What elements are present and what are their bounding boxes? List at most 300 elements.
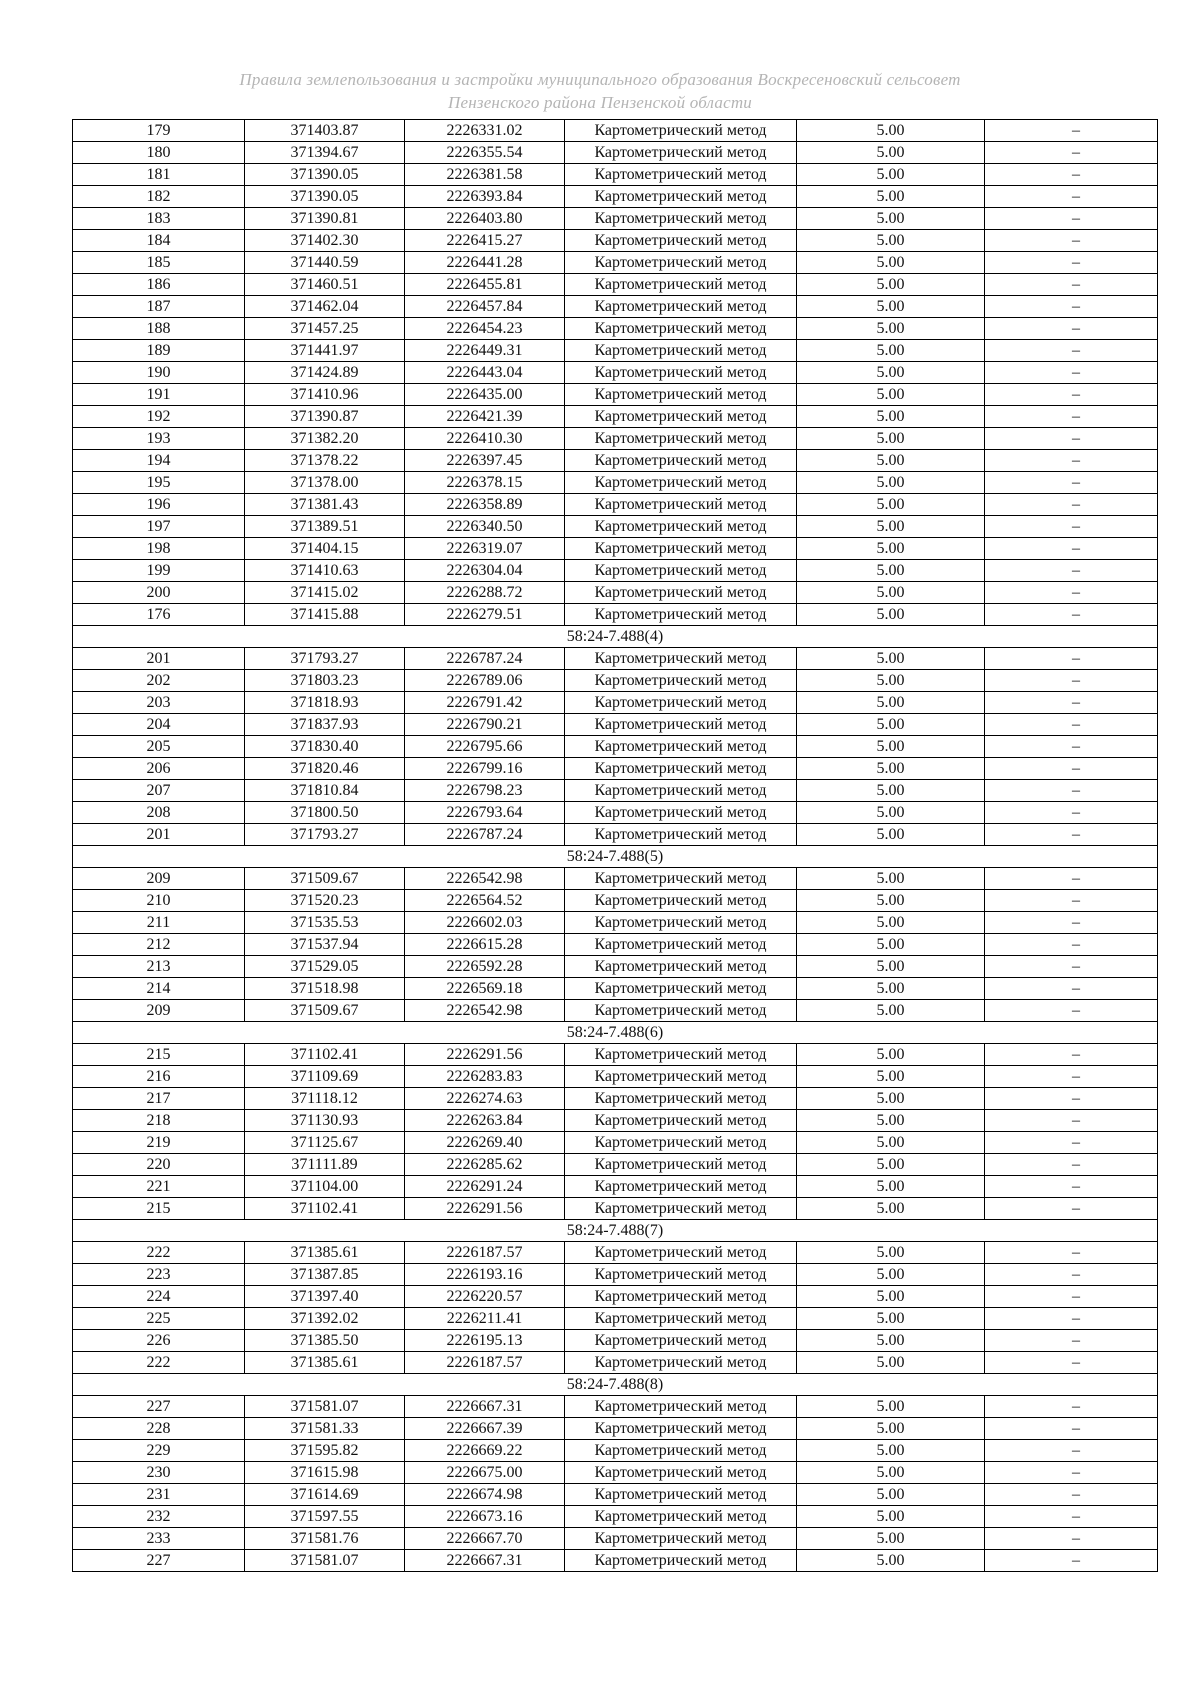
accuracy-cell: 5.00 [797, 186, 985, 208]
x-coordinate-cell: 371385.61 [245, 1352, 405, 1374]
x-coordinate-cell: 371111.89 [245, 1154, 405, 1176]
note-cell: – [985, 582, 1158, 604]
x-coordinate-cell: 371462.04 [245, 296, 405, 318]
point-number-cell: 205 [73, 736, 245, 758]
method-cell: Картометрический метод [565, 450, 797, 472]
table-row [73, 1110, 1158, 1132]
note-cell: – [985, 538, 1158, 560]
y-coordinate-cell: 2226793.64 [405, 802, 565, 824]
accuracy-cell: 5.00 [797, 1154, 985, 1176]
note-cell: – [985, 890, 1158, 912]
method-cell: Картометрический метод [565, 560, 797, 582]
table-row [73, 1440, 1158, 1462]
point-number-cell: 183 [73, 208, 245, 230]
x-coordinate-cell: 371378.00 [245, 472, 405, 494]
table-row [73, 868, 1158, 890]
table-row [73, 890, 1158, 912]
note-cell: – [985, 956, 1158, 978]
note-cell: – [985, 780, 1158, 802]
point-number-cell: 204 [73, 714, 245, 736]
y-coordinate-cell: 2226195.13 [405, 1330, 565, 1352]
method-cell: Картометрический метод [565, 956, 797, 978]
accuracy-cell: 5.00 [797, 384, 985, 406]
y-coordinate-cell: 2226421.39 [405, 406, 565, 428]
note-cell: – [985, 208, 1158, 230]
coordinates-table-body [73, 120, 1158, 1572]
x-coordinate-cell: 371390.05 [245, 186, 405, 208]
point-number-cell: 216 [73, 1066, 245, 1088]
note-cell: – [985, 252, 1158, 274]
x-coordinate-cell: 371597.55 [245, 1506, 405, 1528]
x-coordinate-cell: 371535.53 [245, 912, 405, 934]
point-number-cell: 214 [73, 978, 245, 1000]
point-number-cell: 184 [73, 230, 245, 252]
note-cell: – [985, 1550, 1158, 1572]
table-row [73, 1308, 1158, 1330]
table-row [73, 1066, 1158, 1088]
page-header [0, 68, 1200, 114]
accuracy-cell: 5.00 [797, 758, 985, 780]
section-row [73, 1022, 1158, 1044]
accuracy-cell: 5.00 [797, 1110, 985, 1132]
point-number-cell: 221 [73, 1176, 245, 1198]
header-line-2: Пензенского района Пензенской области [448, 93, 752, 112]
method-cell: Картометрический метод [565, 318, 797, 340]
point-number-cell: 191 [73, 384, 245, 406]
point-number-cell: 192 [73, 406, 245, 428]
point-number-cell: 209 [73, 868, 245, 890]
y-coordinate-cell: 2226435.00 [405, 384, 565, 406]
y-coordinate-cell: 2226441.28 [405, 252, 565, 274]
y-coordinate-cell: 2226319.07 [405, 538, 565, 560]
x-coordinate-cell: 371378.22 [245, 450, 405, 472]
note-cell: – [985, 450, 1158, 472]
method-cell: Картометрический метод [565, 472, 797, 494]
x-coordinate-cell: 371581.76 [245, 1528, 405, 1550]
note-cell: – [985, 1396, 1158, 1418]
accuracy-cell: 5.00 [797, 142, 985, 164]
y-coordinate-cell: 2226358.89 [405, 494, 565, 516]
method-cell: Картометрический метод [565, 1308, 797, 1330]
accuracy-cell: 5.00 [797, 714, 985, 736]
y-coordinate-cell: 2226381.58 [405, 164, 565, 186]
accuracy-cell: 5.00 [797, 450, 985, 472]
method-cell: Картометрический метод [565, 1550, 797, 1572]
table-row [73, 340, 1158, 362]
x-coordinate-cell: 371381.43 [245, 494, 405, 516]
accuracy-cell: 5.00 [797, 1308, 985, 1330]
x-coordinate-cell: 371837.93 [245, 714, 405, 736]
accuracy-cell: 5.00 [797, 318, 985, 340]
point-number-cell: 202 [73, 670, 245, 692]
method-cell: Картометрический метод [565, 824, 797, 846]
note-cell: – [985, 560, 1158, 582]
y-coordinate-cell: 2226564.52 [405, 890, 565, 912]
point-number-cell: 215 [73, 1044, 245, 1066]
note-cell: – [985, 1088, 1158, 1110]
method-cell: Картометрический метод [565, 692, 797, 714]
accuracy-cell: 5.00 [797, 978, 985, 1000]
note-cell: – [985, 1154, 1158, 1176]
note-cell: – [985, 670, 1158, 692]
accuracy-cell: 5.00 [797, 1506, 985, 1528]
note-cell: – [985, 692, 1158, 714]
point-number-cell: 211 [73, 912, 245, 934]
y-coordinate-cell: 2226291.24 [405, 1176, 565, 1198]
note-cell: – [985, 164, 1158, 186]
y-coordinate-cell: 2226220.57 [405, 1286, 565, 1308]
accuracy-cell: 5.00 [797, 1000, 985, 1022]
note-cell: – [985, 186, 1158, 208]
table-row [73, 252, 1158, 274]
note-cell: – [985, 1528, 1158, 1550]
point-number-cell: 228 [73, 1418, 245, 1440]
note-cell: – [985, 296, 1158, 318]
y-coordinate-cell: 2226787.24 [405, 824, 565, 846]
accuracy-cell: 5.00 [797, 1462, 985, 1484]
method-cell: Картометрический метод [565, 1132, 797, 1154]
x-coordinate-cell: 371595.82 [245, 1440, 405, 1462]
x-coordinate-cell: 371529.05 [245, 956, 405, 978]
y-coordinate-cell: 2226187.57 [405, 1352, 565, 1374]
table-row [73, 1286, 1158, 1308]
table-row [73, 274, 1158, 296]
table-row [73, 1330, 1158, 1352]
x-coordinate-cell: 371800.50 [245, 802, 405, 824]
method-cell: Картометрический метод [565, 934, 797, 956]
y-coordinate-cell: 2226393.84 [405, 186, 565, 208]
accuracy-cell: 5.00 [797, 736, 985, 758]
table-row [73, 494, 1158, 516]
point-number-cell: 223 [73, 1264, 245, 1286]
point-number-cell: 198 [73, 538, 245, 560]
y-coordinate-cell: 2226283.83 [405, 1066, 565, 1088]
method-cell: Картометрический метод [565, 1198, 797, 1220]
table-row [73, 956, 1158, 978]
table-row [73, 978, 1158, 1000]
note-cell: – [985, 1198, 1158, 1220]
y-coordinate-cell: 2226193.16 [405, 1264, 565, 1286]
y-coordinate-cell: 2226542.98 [405, 868, 565, 890]
method-cell: Картометрический метод [565, 142, 797, 164]
table-row [73, 318, 1158, 340]
method-cell: Картометрический метод [565, 274, 797, 296]
section-row [73, 626, 1158, 648]
y-coordinate-cell: 2226279.51 [405, 604, 565, 626]
accuracy-cell: 5.00 [797, 780, 985, 802]
accuracy-cell: 5.00 [797, 912, 985, 934]
method-cell: Картометрический метод [565, 1506, 797, 1528]
x-coordinate-cell: 371793.27 [245, 648, 405, 670]
note-cell: – [985, 978, 1158, 1000]
accuracy-cell: 5.00 [797, 1242, 985, 1264]
note-cell: – [985, 274, 1158, 296]
note-cell: – [985, 1506, 1158, 1528]
method-cell: Картометрический метод [565, 186, 797, 208]
x-coordinate-cell: 371460.51 [245, 274, 405, 296]
table-row [73, 1484, 1158, 1506]
x-coordinate-cell: 371385.50 [245, 1330, 405, 1352]
table-row [73, 1264, 1158, 1286]
table-row [73, 648, 1158, 670]
point-number-cell: 227 [73, 1550, 245, 1572]
method-cell: Картометрический метод [565, 1044, 797, 1066]
section-label: 58:24-7.488(4) [73, 626, 1158, 648]
point-number-cell: 217 [73, 1088, 245, 1110]
method-cell: Картометрический метод [565, 1154, 797, 1176]
accuracy-cell: 5.00 [797, 824, 985, 846]
point-number-cell: 229 [73, 1440, 245, 1462]
point-number-cell: 207 [73, 780, 245, 802]
table-row [73, 1000, 1158, 1022]
table-row [73, 1154, 1158, 1176]
point-number-cell: 197 [73, 516, 245, 538]
point-number-cell: 186 [73, 274, 245, 296]
point-number-cell: 215 [73, 1198, 245, 1220]
method-cell: Картометрический метод [565, 1286, 797, 1308]
note-cell: – [985, 230, 1158, 252]
x-coordinate-cell: 371581.33 [245, 1418, 405, 1440]
section-row [73, 846, 1158, 868]
method-cell: Картометрический метод [565, 912, 797, 934]
note-cell: – [985, 648, 1158, 670]
y-coordinate-cell: 2226787.24 [405, 648, 565, 670]
y-coordinate-cell: 2226263.84 [405, 1110, 565, 1132]
table-row [73, 934, 1158, 956]
accuracy-cell: 5.00 [797, 406, 985, 428]
point-number-cell: 199 [73, 560, 245, 582]
table-row [73, 296, 1158, 318]
note-cell: – [985, 120, 1158, 142]
y-coordinate-cell: 2226789.06 [405, 670, 565, 692]
accuracy-cell: 5.00 [797, 670, 985, 692]
accuracy-cell: 5.00 [797, 252, 985, 274]
note-cell: – [985, 1132, 1158, 1154]
accuracy-cell: 5.00 [797, 692, 985, 714]
note-cell: – [985, 868, 1158, 890]
method-cell: Картометрический метод [565, 230, 797, 252]
y-coordinate-cell: 2226454.23 [405, 318, 565, 340]
table-row [73, 1088, 1158, 1110]
point-number-cell: 220 [73, 1154, 245, 1176]
method-cell: Картометрический метод [565, 1110, 797, 1132]
x-coordinate-cell: 371793.27 [245, 824, 405, 846]
y-coordinate-cell: 2226667.70 [405, 1528, 565, 1550]
method-cell: Картометрический метод [565, 780, 797, 802]
y-coordinate-cell: 2226457.84 [405, 296, 565, 318]
point-number-cell: 230 [73, 1462, 245, 1484]
accuracy-cell: 5.00 [797, 802, 985, 824]
table-row [73, 472, 1158, 494]
accuracy-cell: 5.00 [797, 472, 985, 494]
method-cell: Картометрический метод [565, 1440, 797, 1462]
x-coordinate-cell: 371440.59 [245, 252, 405, 274]
x-coordinate-cell: 371402.30 [245, 230, 405, 252]
x-coordinate-cell: 371424.89 [245, 362, 405, 384]
note-cell: – [985, 1000, 1158, 1022]
method-cell: Картометрический метод [565, 1088, 797, 1110]
table-row [73, 362, 1158, 384]
y-coordinate-cell: 2226674.98 [405, 1484, 565, 1506]
y-coordinate-cell: 2226542.98 [405, 1000, 565, 1022]
x-coordinate-cell: 371118.12 [245, 1088, 405, 1110]
point-number-cell: 225 [73, 1308, 245, 1330]
method-cell: Картометрический метод [565, 1264, 797, 1286]
x-coordinate-cell: 371581.07 [245, 1396, 405, 1418]
table-row [73, 1176, 1158, 1198]
method-cell: Картометрический метод [565, 978, 797, 1000]
table-row [73, 824, 1158, 846]
method-cell: Картометрический метод [565, 802, 797, 824]
table-row [73, 1418, 1158, 1440]
point-number-cell: 232 [73, 1506, 245, 1528]
accuracy-cell: 5.00 [797, 1484, 985, 1506]
point-number-cell: 182 [73, 186, 245, 208]
point-number-cell: 219 [73, 1132, 245, 1154]
note-cell: – [985, 1352, 1158, 1374]
method-cell: Картометрический метод [565, 714, 797, 736]
x-coordinate-cell: 371382.20 [245, 428, 405, 450]
point-number-cell: 176 [73, 604, 245, 626]
accuracy-cell: 5.00 [797, 516, 985, 538]
accuracy-cell: 5.00 [797, 582, 985, 604]
note-cell: – [985, 1440, 1158, 1462]
table-row [73, 1528, 1158, 1550]
point-number-cell: 179 [73, 120, 245, 142]
y-coordinate-cell: 2226602.03 [405, 912, 565, 934]
accuracy-cell: 5.00 [797, 1132, 985, 1154]
y-coordinate-cell: 2226397.45 [405, 450, 565, 472]
method-cell: Картометрический метод [565, 1484, 797, 1506]
point-number-cell: 226 [73, 1330, 245, 1352]
method-cell: Картометрический метод [565, 648, 797, 670]
table-row [73, 120, 1158, 142]
x-coordinate-cell: 371130.93 [245, 1110, 405, 1132]
note-cell: – [985, 1264, 1158, 1286]
note-cell: – [985, 1110, 1158, 1132]
note-cell: – [985, 362, 1158, 384]
y-coordinate-cell: 2226291.56 [405, 1044, 565, 1066]
table-row [73, 560, 1158, 582]
accuracy-cell: 5.00 [797, 538, 985, 560]
method-cell: Картометрический метод [565, 1396, 797, 1418]
accuracy-cell: 5.00 [797, 604, 985, 626]
method-cell: Картометрический метод [565, 1528, 797, 1550]
note-cell: – [985, 1176, 1158, 1198]
table-row [73, 406, 1158, 428]
x-coordinate-cell: 371394.67 [245, 142, 405, 164]
note-cell: – [985, 472, 1158, 494]
method-cell: Картометрический метод [565, 736, 797, 758]
accuracy-cell: 5.00 [797, 1352, 985, 1374]
point-number-cell: 193 [73, 428, 245, 450]
y-coordinate-cell: 2226288.72 [405, 582, 565, 604]
point-number-cell: 218 [73, 1110, 245, 1132]
accuracy-cell: 5.00 [797, 274, 985, 296]
accuracy-cell: 5.00 [797, 956, 985, 978]
section-label: 58:24-7.488(8) [73, 1374, 1158, 1396]
table-row [73, 736, 1158, 758]
y-coordinate-cell: 2226791.42 [405, 692, 565, 714]
note-cell: – [985, 318, 1158, 340]
point-number-cell: 185 [73, 252, 245, 274]
x-coordinate-cell: 371125.67 [245, 1132, 405, 1154]
x-coordinate-cell: 371385.61 [245, 1242, 405, 1264]
point-number-cell: 195 [73, 472, 245, 494]
method-cell: Картометрический метод [565, 384, 797, 406]
method-cell: Картометрический метод [565, 1176, 797, 1198]
method-cell: Картометрический метод [565, 1352, 797, 1374]
x-coordinate-cell: 371389.51 [245, 516, 405, 538]
table-row [73, 142, 1158, 164]
method-cell: Картометрический метод [565, 340, 797, 362]
y-coordinate-cell: 2226798.23 [405, 780, 565, 802]
y-coordinate-cell: 2226211.41 [405, 1308, 565, 1330]
table-row [73, 384, 1158, 406]
note-cell: – [985, 1286, 1158, 1308]
accuracy-cell: 5.00 [797, 1264, 985, 1286]
point-number-cell: 206 [73, 758, 245, 780]
x-coordinate-cell: 371520.23 [245, 890, 405, 912]
point-number-cell: 180 [73, 142, 245, 164]
y-coordinate-cell: 2226331.02 [405, 120, 565, 142]
method-cell: Картометрический метод [565, 890, 797, 912]
table-row [73, 186, 1158, 208]
method-cell: Картометрический метод [565, 296, 797, 318]
x-coordinate-cell: 371457.25 [245, 318, 405, 340]
method-cell: Картометрический метод [565, 516, 797, 538]
table-row [73, 428, 1158, 450]
x-coordinate-cell: 371410.96 [245, 384, 405, 406]
point-number-cell: 194 [73, 450, 245, 472]
y-coordinate-cell: 2226340.50 [405, 516, 565, 538]
method-cell: Картометрический метод [565, 758, 797, 780]
point-number-cell: 210 [73, 890, 245, 912]
table-row [73, 516, 1158, 538]
point-number-cell: 196 [73, 494, 245, 516]
y-coordinate-cell: 2226410.30 [405, 428, 565, 450]
note-cell: – [985, 714, 1158, 736]
note-cell: – [985, 802, 1158, 824]
accuracy-cell: 5.00 [797, 1198, 985, 1220]
x-coordinate-cell: 371397.40 [245, 1286, 405, 1308]
y-coordinate-cell: 2226673.16 [405, 1506, 565, 1528]
point-number-cell: 189 [73, 340, 245, 362]
x-coordinate-cell: 371109.69 [245, 1066, 405, 1088]
accuracy-cell: 5.00 [797, 868, 985, 890]
section-row [73, 1220, 1158, 1242]
y-coordinate-cell: 2226403.80 [405, 208, 565, 230]
x-coordinate-cell: 371581.07 [245, 1550, 405, 1572]
accuracy-cell: 5.00 [797, 1176, 985, 1198]
point-number-cell: 201 [73, 824, 245, 846]
accuracy-cell: 5.00 [797, 340, 985, 362]
x-coordinate-cell: 371509.67 [245, 1000, 405, 1022]
accuracy-cell: 5.00 [797, 1528, 985, 1550]
point-number-cell: 200 [73, 582, 245, 604]
x-coordinate-cell: 371392.02 [245, 1308, 405, 1330]
method-cell: Картометрический метод [565, 582, 797, 604]
y-coordinate-cell: 2226274.63 [405, 1088, 565, 1110]
x-coordinate-cell: 371104.00 [245, 1176, 405, 1198]
x-coordinate-cell: 371102.41 [245, 1198, 405, 1220]
section-label: 58:24-7.488(5) [73, 846, 1158, 868]
method-cell: Картометрический метод [565, 1242, 797, 1264]
table-row [73, 538, 1158, 560]
accuracy-cell: 5.00 [797, 1418, 985, 1440]
y-coordinate-cell: 2226667.31 [405, 1396, 565, 1418]
table-row [73, 1462, 1158, 1484]
